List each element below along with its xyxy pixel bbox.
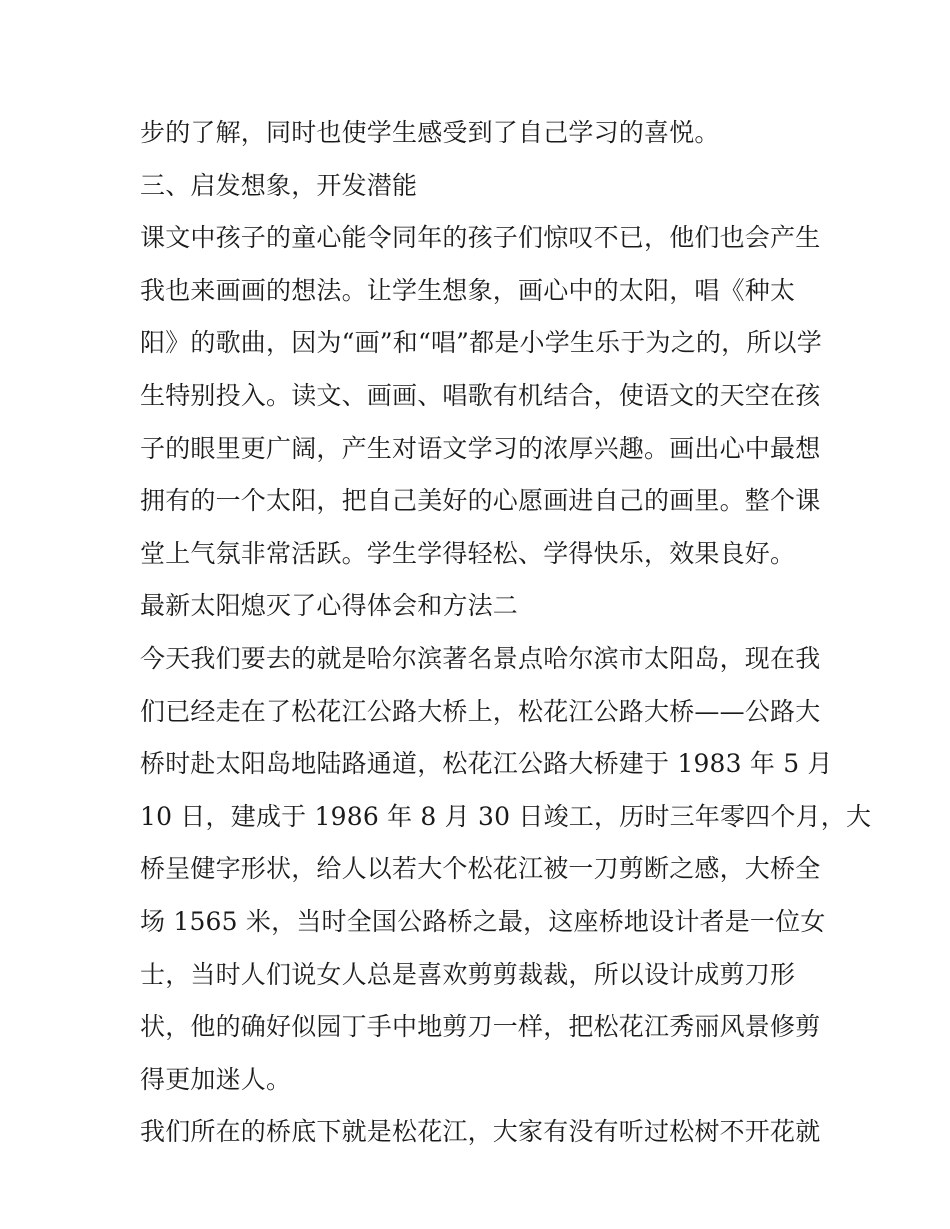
text-line: 子的眼里更广阔，产生对语文学习的浓厚兴趣。画出心中最想 xyxy=(140,433,821,463)
text-line: 10 日，建成于 1986 年 8 月 30 日竣工，历时三年零四个月，大 xyxy=(140,801,872,831)
text-line: 阳》的歌曲，因为“画”和“唱”都是小学生乐于为之的，所以学 xyxy=(140,328,822,358)
section-heading: 三、启发想象，开发潜能 xyxy=(140,170,418,200)
text-line: 课文中孩子的童心能令同年的孩子们惊叹不已，他们也会产生 xyxy=(140,223,821,253)
section-heading: 最新太阳熄灭了心得体会和方法二 xyxy=(140,591,519,621)
text-line: 堂上气氛非常活跃。学生学得轻松、学得快乐，效果良好。 xyxy=(140,538,796,568)
text-line: 拥有的一个太阳，把自己美好的心愿画进自己的画里。整个课 xyxy=(140,486,821,516)
text-line: 桥时赴太阳岛地陆路通道，松花江公路大桥建于 1983 年 5 月 xyxy=(140,749,833,779)
text-line: 今天我们要去的就是哈尔滨著名景点哈尔滨市太阳岛，现在我 xyxy=(140,643,821,673)
text-line: 桥呈健字形状，给人以若大个松花江被一刀剪断之感，大桥全 xyxy=(140,854,821,884)
document-body xyxy=(140,107,872,1159)
text-line: 我也来画画的想法。让学生想象，画心中的太阳，唱《种太 xyxy=(140,275,796,305)
text-line: 士，当时人们说女人总是喜欢剪剪裁裁，所以设计成剪刀形 xyxy=(140,959,796,989)
text-line: 我们所在的桥底下就是松花江，大家有没有听过松树不开花就 xyxy=(140,1117,821,1147)
text-line: 生特别投入。读文、画画、唱歌有机结合，使语文的天空在孩 xyxy=(140,380,821,410)
text-line: 们已经走在了松花江公路大桥上，松花江公路大桥——公路大 xyxy=(140,696,821,726)
text-line: 得更加迷人。 xyxy=(140,1064,292,1094)
text-line: 步的了解，同时也使学生感受到了自己学习的喜悦。 xyxy=(140,118,720,147)
text-line: 场 1565 米，当时全国公路桥之最，这座桥地设计者是一位女 xyxy=(140,906,826,936)
text-line: 状，他的确好似园丁手中地剪刀一样，把松花江秀丽风景修剪 xyxy=(140,1012,821,1042)
